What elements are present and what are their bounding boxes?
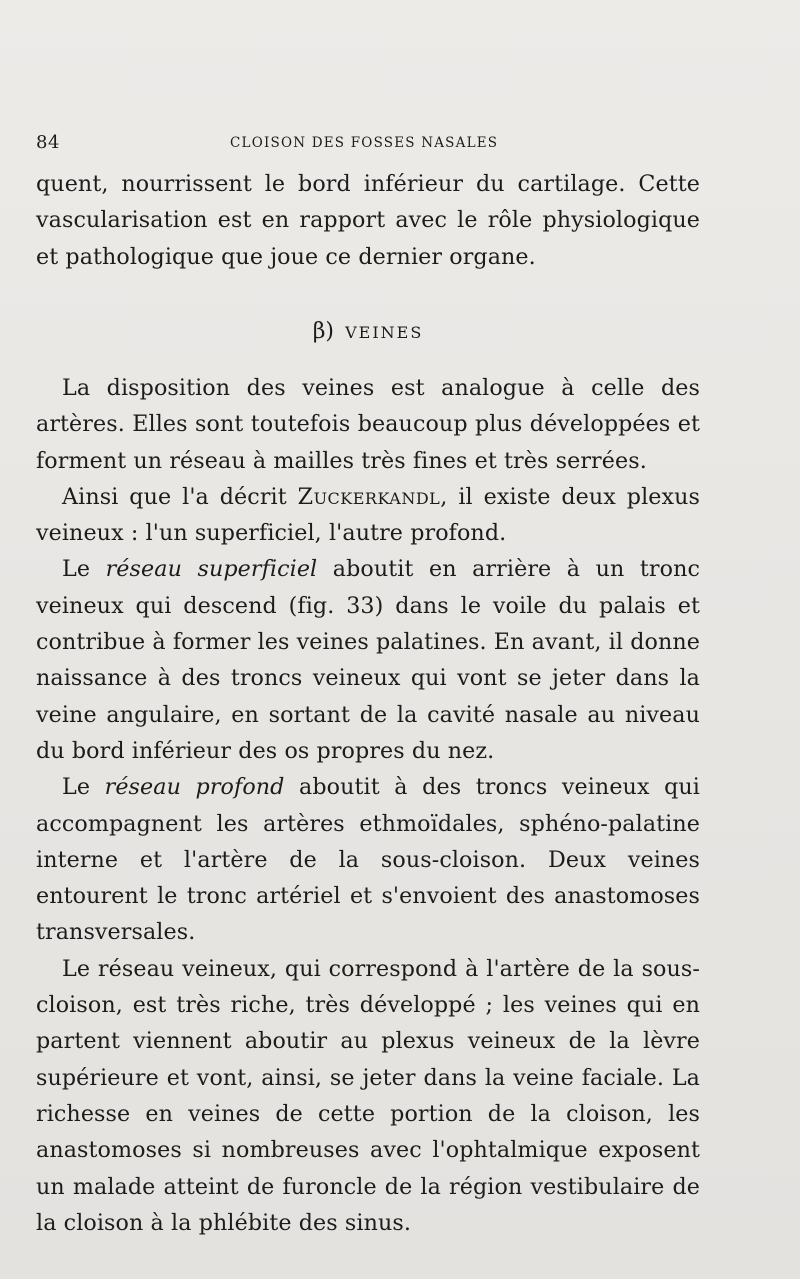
- running-head: [36, 132, 736, 154]
- paragraph: [36, 479, 700, 552]
- paragraph-text: Le: [62, 774, 105, 801]
- paragraph-text: , il existe deux plexus veineux : l'un superficiel, l'autre profond.: [36, 483, 700, 547]
- paragraph: La disposition des veines est analogue à celle des artères. Elles sont toutefois beaucoup plus développées et forment un réseau à mailles très fines et très serrées.: [36, 375, 700, 474]
- section-heading: [36, 319, 700, 344]
- section-title: VEINES: [345, 323, 424, 342]
- section-marker: β): [312, 319, 334, 344]
- intro-paragraph: quent, nourrissent le bord inférieur du cartilage. Cette vascularisation est en rapport avec le rôle physiologique et pathologique que joue ce dernier organe.: [36, 171, 700, 270]
- paragraph-text: Ainsi que l'a décrit: [62, 483, 298, 510]
- running-title: CLOISON DES FOSSES NASALES: [230, 135, 499, 151]
- paragraph-text: aboutit en arrière à un tronc veineux qui descend (fig. 33) dans le voile du palais et contribue à former les veines palatines. En avant, il donne naissance à des troncs veineux qui vont se jeter dans la veine angulaire, en sortant de la cavité nasale au niveau du bord inférieur des os propres du nez.: [36, 556, 701, 764]
- italic-term: réseau profond: [104, 774, 285, 801]
- italic-term: réseau superficiel: [105, 556, 318, 583]
- paragraph: [36, 769, 700, 950]
- paragraph-text: Le: [62, 556, 106, 583]
- intro-paragraph-block: [36, 166, 700, 275]
- author-name: Zuckerkandl: [297, 483, 441, 510]
- body-text: [36, 370, 700, 1241]
- paragraph: [36, 551, 700, 769]
- paragraph-text: aboutit à des troncs veineux qui accompagnent les artères ethmoïdales, sphéno-palatine interne et l'artère de la sous-cloison. Deux veines entourent le tronc artériel et s'envoient des anastomoses transversales.: [36, 774, 700, 946]
- page-number: 84: [36, 132, 61, 153]
- paragraph: Le réseau veineux, qui correspond à l'artère de la sous-cloison, est très riche, très développé ; les veines qui en partent viennent aboutir au plexus veineux de la lèvre supérieure et vont, ainsi, se jeter dans la veine faciale. La richesse en veines de cette portion de la cloison, les anastomoses si nombreuses avec l'ophtalmique exposent un malade atteint de furoncle de la région vestibulaire de la cloison à la phlébite des sinus.: [36, 955, 700, 1236]
